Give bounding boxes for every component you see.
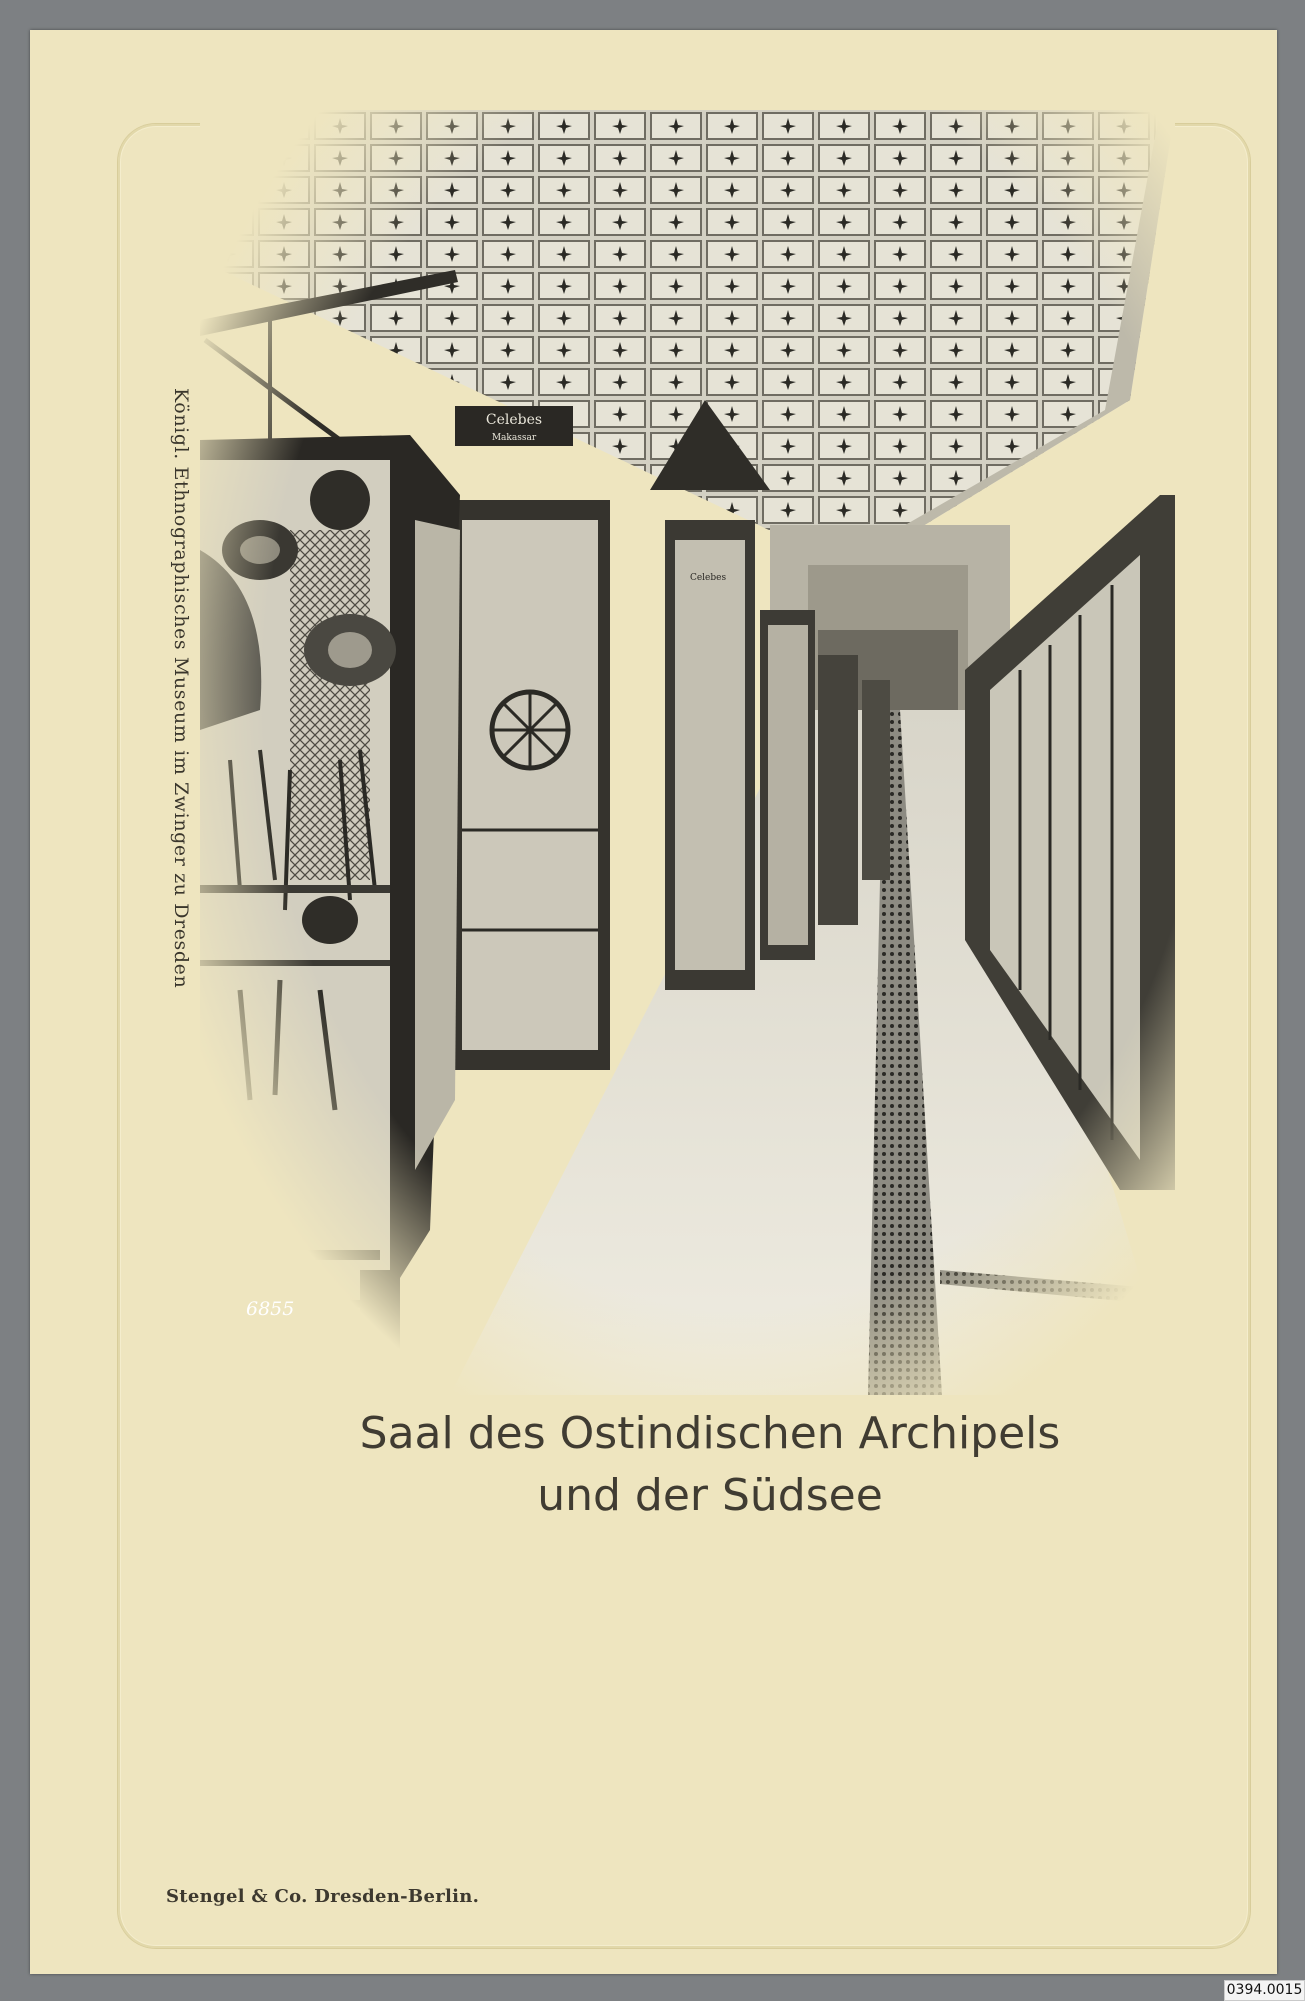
caption-line-2: und der Südsee <box>537 1470 883 1521</box>
postcard-caption <box>250 1403 1170 1527</box>
caption-line-1: Saal des Ostindischen Archipels <box>359 1408 1061 1459</box>
museum-hall-photograph <box>200 110 1175 1395</box>
publisher-imprint: Stengel & Co. Dresden-Berlin. <box>166 1886 480 1907</box>
archive-id-label: 0394.0015 <box>1224 1980 1305 2001</box>
museum-side-inscription: Königl. Ethnographisches Museum im Zwinger zu Dresden <box>170 388 192 989</box>
plate-number: 6855 <box>246 1298 295 1320</box>
